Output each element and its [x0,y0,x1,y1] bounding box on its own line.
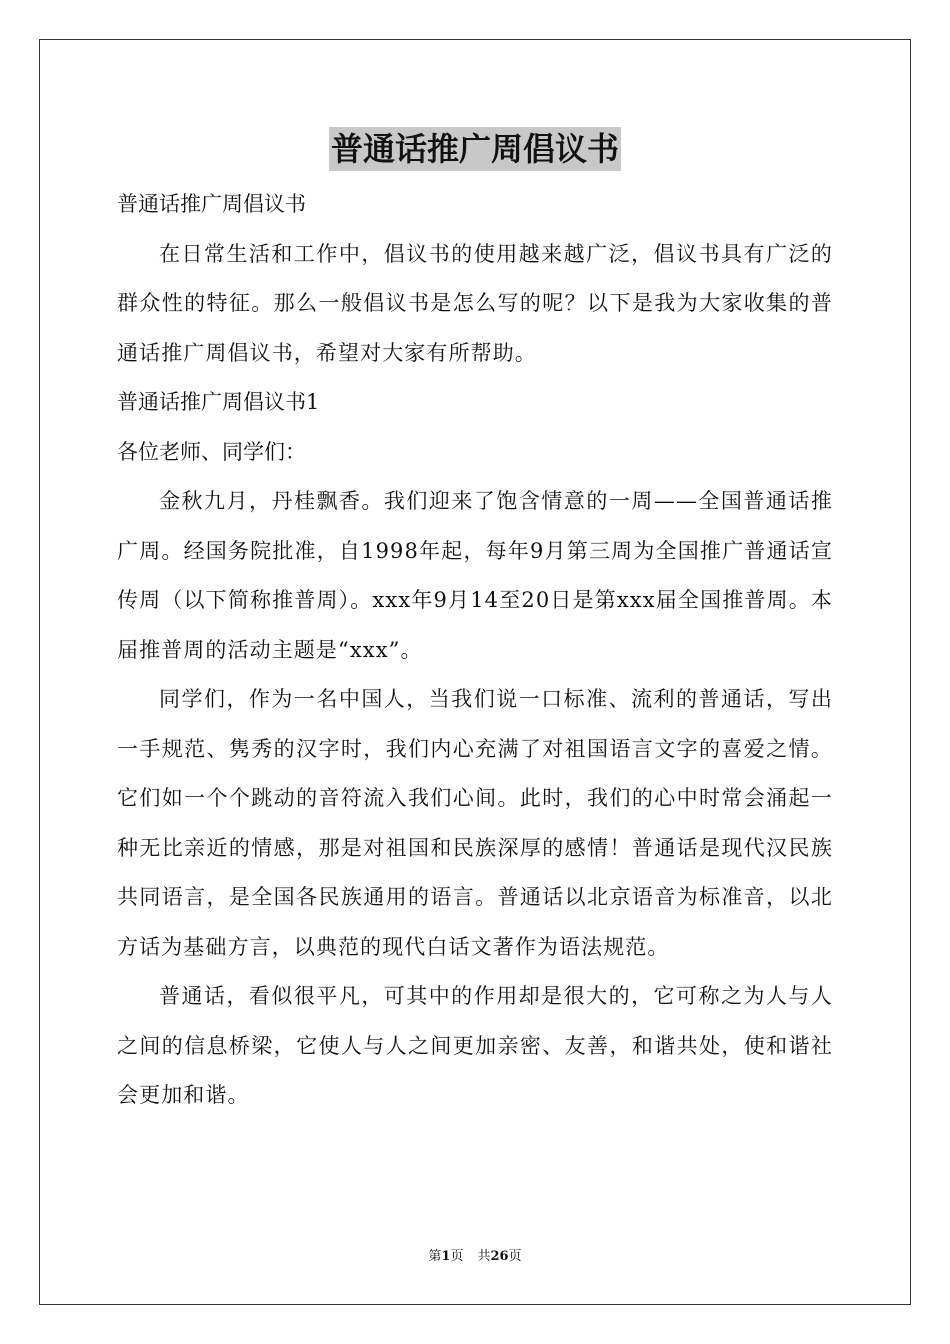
page-prefix: 第 [428,1249,442,1264]
total-suffix: 页 [508,1249,522,1264]
document-subtitle: 普通话推广周倡议书 [117,192,306,216]
body-paragraph: 普通话，看似很平凡，可其中的作用却是很大的，它可称之为人与人之间的信息桥梁，它使人与人之间更加亲密、友善，和谐共处，使和谐社会更加和谐。 [117,984,833,1107]
body-paragraph: 金秋九月，丹桂飘香。我们迎来了饱含情意的一周——全国普通话推广周。经国务院批准，自1998年起，每年9月第三周为全国推广普通话宣传周（以下简称推普周）。xxx年9月14至20日是第xxx届全国推普周。本届推普周的活动主题是“xxx”。 [117,489,833,662]
document-body [117,180,833,1121]
page-footer [0,1248,950,1266]
salutation: 各位老师、同学们： [117,439,306,464]
page-number: 1 [441,1249,451,1264]
section-heading: 普通话推广周倡议书1 [117,390,320,414]
page-suffix: 页 [450,1249,464,1264]
body-paragraph: 同学们，作为一名中国人，当我们说一口标准、流利的普通话，写出一手规范、隽秀的汉字时，我们内心充满了对祖国语言文字的喜爱之情。它们如一个个跳动的音符流入我们心间。此时，我们的心中时常会涌起一种无比亲近的情感，那是对祖国和民族深厚的感情！普通话是现代汉民族共同语言，是全国各民族通用的语言。普通话以北京语音为标准音，以北方话为基础方言，以典范的现代白话文著作为语法规范。 [117,687,833,959]
total-prefix: 共 [477,1249,491,1264]
total-pages: 26 [490,1249,509,1264]
intro-paragraph: 在日常生活和工作中，倡议书的使用越来越广泛，倡议书具有广泛的群众性的特征。那么一般倡议书是怎么写的呢？以下是我为大家收集的普通话推广周倡议书，希望对大家有所帮助。 [117,241,833,365]
document-title: 普通话推广周倡议书 [329,127,621,171]
title-container [0,127,950,171]
